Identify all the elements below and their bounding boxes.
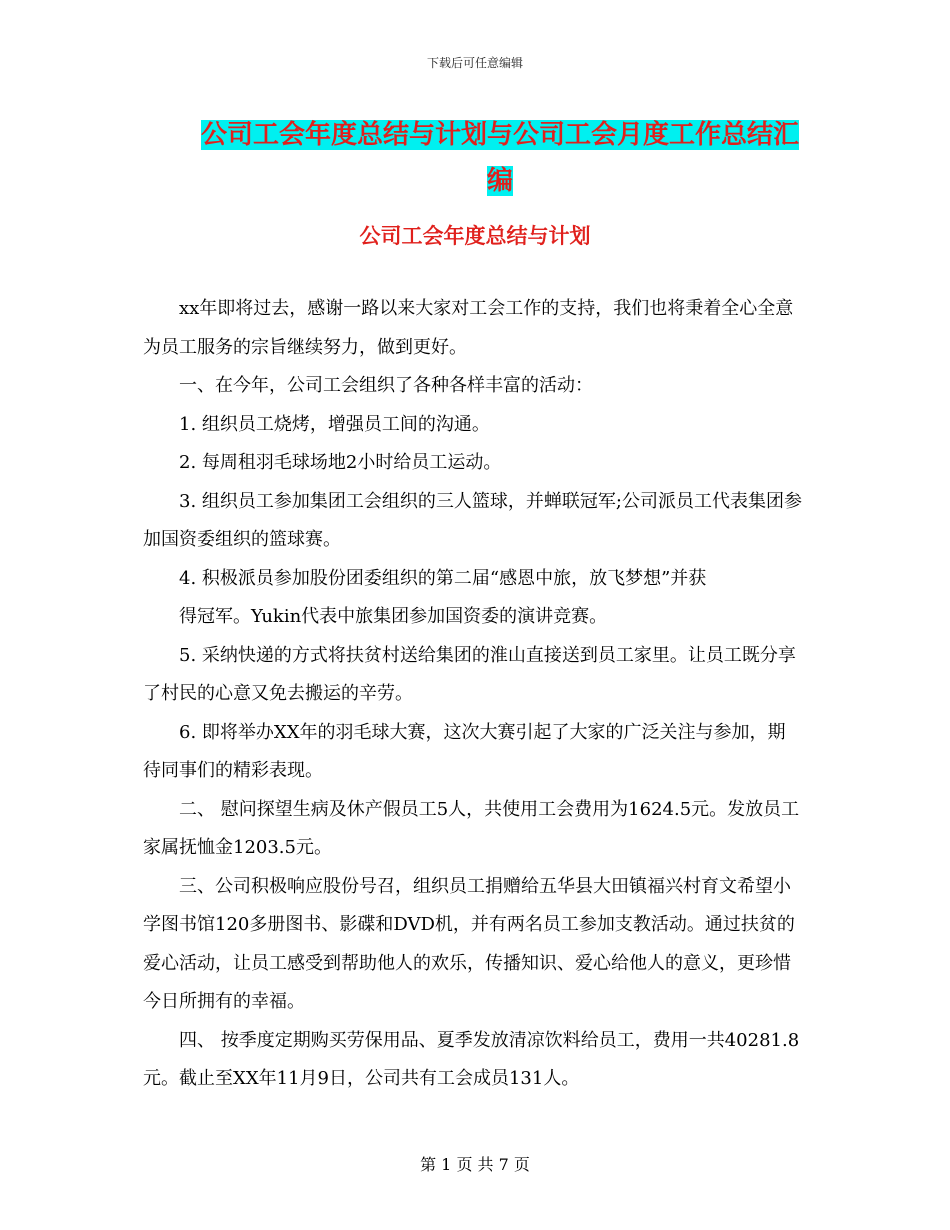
page-footer: 第 1 页 共 7 页	[420, 1155, 530, 1174]
header-note: 下载后可任意编辑	[426, 56, 523, 70]
paragraph: 4. 积极派员参加股份团委组织的第二届“感恩中旅，放飞梦想”并获	[179, 567, 707, 589]
paragraph: 2. 每周租羽毛球场地2小时给员工运动。	[179, 452, 502, 473]
paragraph: 三、公司积极响应股份号召，组织员工捐赠给五华县大田镇福兴村育文希望小学图书馆120多册图书、影碟和DVD机，并有两名员工参加支教活动。通过扶贫的爱心活动，让员工感受到帮助他人的欢乐，传播知识、爱心给他人的意义，更珍惜今日所拥有的幸福。	[143, 875, 795, 1012]
paragraph: 二、 慰问探望生病及休产假员工5人，共使用工会费用为1624.5元。发放员工家属抚恤金1203.5元。	[143, 798, 800, 858]
paragraph: 6. 即将举办XX年的羽毛球大赛，这次大赛引起了大家的广泛关注与参加，期待同事们的精彩表现。	[143, 721, 786, 781]
document-title-text: 公司工会年度总结与计划与公司工会月度工作总结汇编	[200, 120, 799, 196]
paragraph: 3. 组织员工参加集团工会组织的三人篮球，并蝉联冠军;公司派员工代表集团参加国资委组织的篮球赛。	[143, 490, 802, 550]
paragraph: 四、 按季度定期购买劳保用品、夏季发放清凉饮料给员工，费用一共40281.8元。截止至XX年11月9日，公司共有工会成员131人。	[143, 1029, 800, 1089]
paragraph: xx年即将过去，感谢一路以来大家对工会工作的支持，我们也将秉着全心全意为员工服务的宗旨继续努力，做到更好。	[143, 298, 794, 358]
paragraph: 5. 采纳快递的方式将扶贫村送给集团的淮山直接送到员工家里。让员工既分享了村民的心意又免去搬运的辛劳。	[143, 644, 796, 704]
document-title	[190, 112, 810, 204]
paragraph: 1. 组织员工烧烤，增强员工间的沟通。	[179, 413, 490, 435]
document-body	[143, 290, 803, 1099]
paragraph: 得冠军。Yukin代表中旅集团参加国资委的演讲竞赛。	[179, 606, 608, 627]
section-title: 公司工会年度总结与计划	[359, 224, 591, 248]
paragraph: 一、在今年，公司工会组织了各种各样丰富的活动：	[179, 375, 593, 396]
